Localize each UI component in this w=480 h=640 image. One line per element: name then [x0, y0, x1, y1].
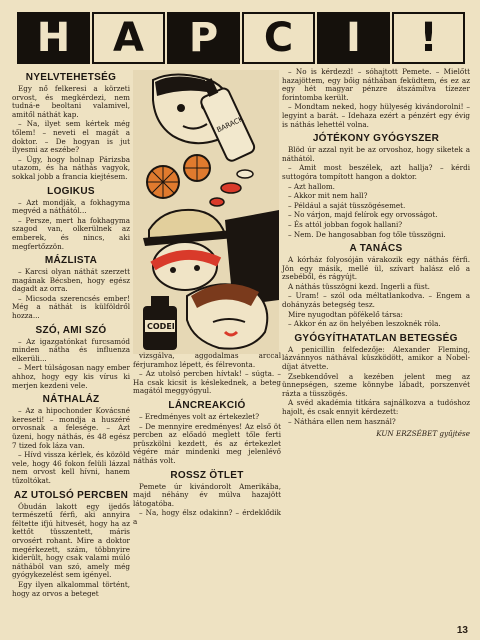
article-paragraph: Zsebkendővel a kezében jelent meg az ünnepségen, szeme könnybe lábadt, porszenvét rázta a tüsszögés.	[282, 371, 470, 398]
author-credit: KUN ERZSÉBET gyűjtése	[376, 429, 470, 439]
article-paragraph: – Karcsi olyan náthát szerzett magának Bécsben, hogy egész dagadt az orra.	[12, 267, 130, 294]
article-heading: SZÓ, AMI SZÓ	[35, 324, 107, 336]
article-continuation-right	[282, 68, 470, 129]
article-paragraph: – Persze, mert ha fokhagyma szagod van, olkerülnek az emberek, és nincs, aki megfertőzzön.	[12, 215, 130, 251]
article-paragraph: – Micsoda szerencsés ember! Még a náthát is külföldről hozza...	[12, 293, 130, 321]
article-heading: NÁTHALÁZ	[42, 394, 100, 406]
bottle-label-codei: CODEI	[147, 322, 175, 331]
article-paragraph: – Na, hogy élsz odakinn? – érdeklődik a	[133, 508, 281, 526]
title-letter-c: C	[242, 12, 315, 64]
article-heading: A TANÁCS	[349, 243, 403, 255]
title-letter-i: I	[317, 12, 390, 64]
title-letter-exclamation: !	[392, 12, 465, 64]
article-paragraph: vizsgálva, aggodalmas arccal férjuramhoz lépett, és félrevonta.	[133, 351, 281, 369]
article-paragraph: – Mert túlságosan nagy ember ahhoz, hogy egy kis vírus ki merjen kezdeni vele.	[12, 363, 130, 390]
middle-column	[133, 352, 281, 620]
article-paragraph: – Mondtam neked, hogy hülyeség kivándorolni! – legyint a barát. – Idehaza ezért a pénzért egy évig is náthás lehettél volna.	[282, 102, 470, 129]
article-continuation	[133, 352, 281, 396]
article-paragraph: – Nem. De hangosabban fog tőle tüsszögni.	[288, 229, 446, 239]
article-paragraph: – Az igazgatónkat furcsamód minden nátha és influenza elkerüli...	[12, 336, 130, 363]
article-paragraph: – Az a hipochonder Kovácsné kereseti! – mondja a huszéré orvosnak a felesége. – Azt üzeni, hogy náthás, és 48 egész 7 tized fok láza van.	[12, 406, 130, 450]
article-rossz-otlet	[133, 470, 281, 527]
sick-faces-drawing	[133, 70, 279, 354]
article-paragraph: – Úgy, hogy holnap Párizsba utazom, és ha náthás vagyok, sokkal jobb a francia kiejtésem.	[12, 154, 130, 181]
bottle-label-top: BARACK	[215, 115, 245, 135]
article-paragraph: – Amit most beszélek, azt hallja? – kérdi suttogóra tompított hangon a doktor.	[282, 163, 470, 181]
title-banner	[16, 12, 466, 64]
article-mazlista	[12, 255, 130, 321]
article-paragraph: – Azt hallom.	[288, 181, 335, 191]
article-paragraph: Blöd úr azzal nyit be az orvoshoz, hogy siketek a náthától.	[282, 145, 470, 163]
title-letter-h: H	[17, 12, 90, 64]
article-paragraph: Pemete úr kivándorolt Amerikába, majd néhány év múlva hazajött látogatóba.	[133, 481, 281, 508]
article-paragraph: Óbudán lakott egy ijedős természetű férfi, aki annyira féltette ifjú hitvesét, hogy ha az kettőt tüsszentett, máris orvosért rohant. Mire a doktor megérkezett, szám, többnyire kiderült, hogy csak valami múló náthából van szó, amely még gyógykezelést sem igényel.	[12, 501, 130, 580]
article-heading: GYÓGYÍTHATATLAN BETEGSÉG	[294, 332, 458, 344]
article-paragraph: – Uram! – szól oda méltatlankodva. – Engem a dohányzás betegség tesz.	[282, 291, 470, 310]
article-heading: MÁZLISTA	[44, 255, 98, 267]
article-paragraph: A náthás tüsszögni kezd. Ingerli a füst.	[288, 281, 430, 291]
article-gyogyithatatlan-betegseg	[282, 333, 470, 426]
article-paragraph: – Hívd vissza kérlek, és közöld vele, hogy 46 fokon felüli lázzal nem orvost kell hívni, hanem tűzoltókat.	[12, 450, 130, 485]
article-paragraph: – Az utolsó percben hívtak! – súgta. – Ha csak kicsit is késlekednek, a beteg magától meggyógyul.	[133, 369, 281, 396]
article-paragraph: Egy nő felkeresi a körzeti orvost, és megkérdezi, nem tudná-e beoltani valamivel, amitől náthát kap.	[12, 84, 130, 119]
article-szo-ami-szo	[12, 325, 130, 391]
cartoon-illustration	[133, 70, 279, 354]
article-heading: NYELVTEHETSÉG	[25, 72, 117, 83]
article-paragraph: – No várjon, majd felírok egy orvosságot.	[288, 210, 438, 220]
article-paragraph: – Eredményes volt az értekezlet?	[139, 411, 260, 421]
article-paragraph: – Náthára ellen nem használ?	[288, 416, 396, 426]
article-paragraph: – Azt mondják, a fokhagyma megvéd a náthától...	[12, 197, 130, 216]
article-paragraph: Egy ilyen alkalommal történt, hogy az orvos a beteget	[12, 579, 130, 598]
article-heading: JÓTÉKONY GYÓGYSZER	[312, 133, 440, 145]
article-nyelvtehetseg	[12, 72, 130, 182]
title-letter-p: P	[167, 12, 240, 64]
article-nathalaz	[12, 394, 130, 485]
article-paragraph: – No is kérdezd! – sóhajtott Pemete. – Mielőtt hazajöttem, egy bőig náthában feküdtem, és ez az egy hét magyar pénzre átszámítva tízezer forintomba került.	[282, 67, 470, 102]
article-paragraph: A penicillin felfedezője: Alexander Fleming, lázvánnyos náthával küszködött, amikor a Nobel-díjat átvette.	[282, 344, 470, 372]
left-column	[12, 68, 130, 628]
article-heading: LÁNCREAKCIÓ	[168, 399, 246, 411]
article-paragraph: A kórház folyosóján várakozik egy náthás férfi. Jön egy másik, mellé ül, szívart halász elő a zsebéből, és rágyújt.	[282, 255, 470, 282]
article-heading: LOGIKUS	[47, 185, 95, 197]
article-paragraph: Mire nyugodtan pöfékelő társa:	[288, 309, 403, 319]
article-paragraph: – Na, ilyet sem kértek még tőlem! – neveti el magát a doktor. – De hogyan is jut ilyesmi az eszébe?	[12, 119, 130, 155]
page-number: 13	[456, 625, 468, 636]
article-az-utolso-percben	[12, 490, 130, 599]
article-heading: ROSSZ ÖTLET	[170, 469, 244, 481]
title-letter-a: A	[92, 12, 165, 64]
article-paragraph: – Akkor én az ön helyében leszoknék róla.	[288, 319, 441, 329]
article-paragraph: – Például a saját tüsszögésemet.	[288, 200, 406, 210]
article-paragraph: – Akkor mit nem hall?	[288, 191, 368, 201]
article-a-tanacs	[282, 243, 470, 329]
article-paragraph: – De mennyire eredményes! Az első öt percben az előadó meglett tőle ferti prüszkölni kezdett, és az értekezlet végére már mindenki meg jelenlévő náthás volt.	[133, 421, 281, 465]
right-column	[282, 68, 470, 628]
article-jotekony-gyogyszer	[282, 133, 470, 239]
article-logikus	[12, 186, 130, 252]
article-paragraph: A svéd akadémia titkára sajnálkozva a tudóshoz hajolt, és csak ennyit kérdezett:	[282, 398, 470, 416]
article-paragraph: – És attól jobban fogok hallani?	[288, 219, 403, 229]
article-lancreakcio	[133, 400, 281, 466]
article-heading: AZ UTOLSÓ PERCBEN	[13, 489, 129, 501]
